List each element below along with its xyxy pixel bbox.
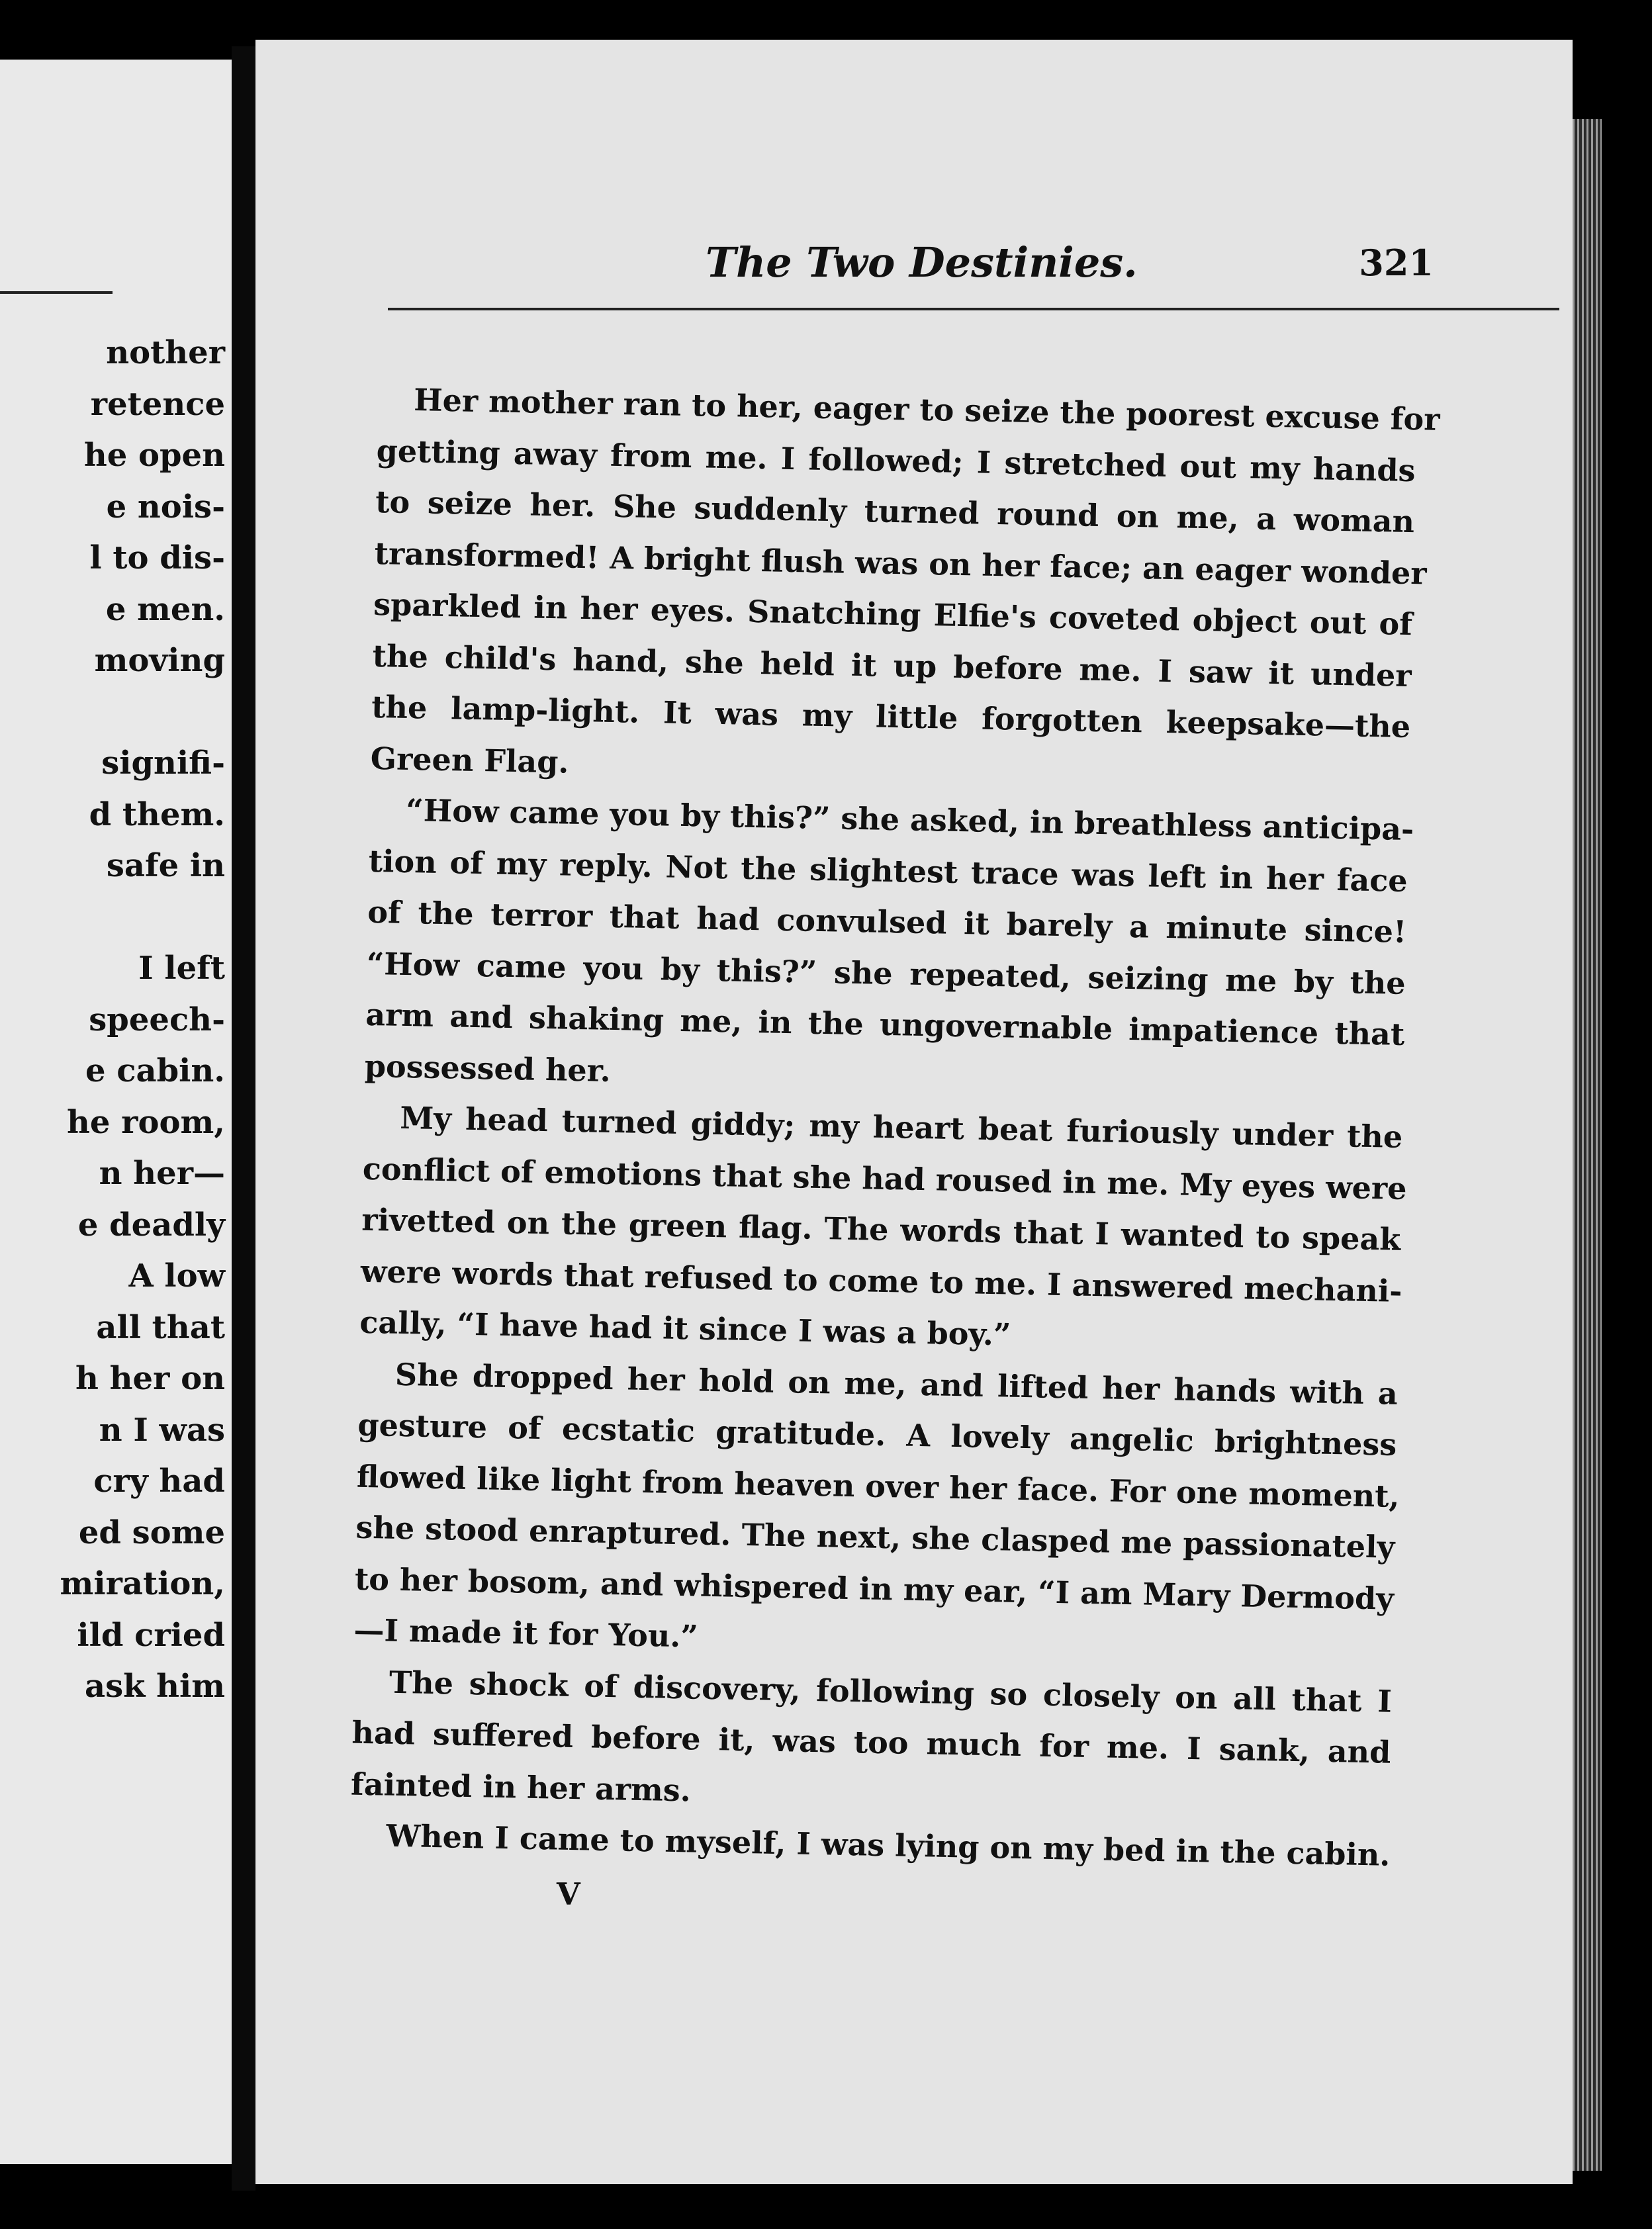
previous-page-line: moving <box>94 642 225 679</box>
text-line: conflict of emotions that she had roused in me. My eyes were <box>362 1150 1408 1206</box>
book-page <box>255 40 1573 2184</box>
previous-page-line: n I was <box>99 1411 225 1449</box>
previous-page-line: d them. <box>89 796 225 833</box>
text-line: were words that refused to come to me. I answered mechani- <box>360 1253 1402 1309</box>
text-line: “How came you by this?” she repeated, seizing me by the <box>366 945 1406 1001</box>
text-line: to her bosom, and whispered in my ear, “I am Mary Dermody <box>354 1561 1395 1617</box>
previous-page-line: miration, <box>60 1565 225 1602</box>
previous-page-line: he room, <box>67 1103 225 1141</box>
previous-page-line: he open <box>83 437 225 474</box>
page-number: 321 <box>1359 242 1434 284</box>
previous-page-line: ask him <box>84 1668 225 1705</box>
text-line: cally, “I have had it since I was a boy.” <box>359 1304 1011 1353</box>
text-line: She dropped her hold on me, and lifted her hands with a <box>394 1356 1399 1412</box>
previous-page-fragment <box>0 60 232 2164</box>
text-line: Green Flag. <box>370 740 569 780</box>
text-line: rivetted on the green flag. The words that I wanted to speak <box>361 1201 1401 1257</box>
previous-page-header-rule <box>0 291 113 294</box>
running-title: The Two Destinies. <box>706 238 1138 287</box>
text-line: “How came you by this?” she asked, in breathless anticipa- <box>405 792 1414 848</box>
text-line: sparkled in her eyes. Snatching Elfie's coveted object out of <box>373 586 1413 643</box>
body-text <box>349 374 1441 1881</box>
text-line: transformed! A bright flush was on her face; an eager wonder <box>374 535 1428 591</box>
page-block-edge <box>1573 119 1602 2171</box>
previous-page-line: A low <box>128 1257 225 1295</box>
text-line: flowed like light from heaven over her face. For one moment, <box>356 1458 1400 1514</box>
text-line: The shock of discovery, following so closely on all that I <box>389 1664 1393 1719</box>
text-line: possessed her. <box>364 1048 612 1089</box>
text-line: of the terror that had convulsed it barely a minute since! <box>367 893 1407 950</box>
header-rule <box>388 308 1559 310</box>
book-gutter <box>232 46 255 2191</box>
previous-page-line <box>0 687 225 739</box>
previous-page-text <box>0 328 225 1713</box>
text-line: Her mother ran to her, eager to seize the poorest excuse for <box>413 382 1441 437</box>
previous-page-line: e cabin. <box>85 1052 225 1089</box>
previous-page-line: safe in <box>106 847 225 884</box>
previous-page-line: cry had <box>93 1463 225 1500</box>
previous-page-line: ed some <box>78 1514 225 1551</box>
previous-page-line: e men. <box>105 590 225 628</box>
previous-page-line: l to dis- <box>89 539 225 576</box>
previous-page-line: speech- <box>89 1001 225 1038</box>
previous-page-line: signifi- <box>101 745 225 782</box>
text-line: arm and shaking me, in the ungovernable impatience that <box>365 996 1405 1052</box>
text-line: fainted in her arms. <box>350 1766 692 1808</box>
text-line: —I made it for You.” <box>353 1612 699 1655</box>
text-line: she stood enraptured. The next, she clasped me passionately <box>355 1509 1395 1565</box>
previous-page-line: ild cried <box>77 1616 225 1654</box>
text-line: getting away from me. I followed; I stretched out my hands <box>376 432 1416 488</box>
previous-page-line: I left <box>138 950 225 987</box>
previous-page-line: all that <box>96 1308 225 1346</box>
text-line: to seize her. She suddenly turned round on me, a woman <box>375 483 1415 540</box>
previous-page-line: nother <box>106 334 225 371</box>
previous-page-line: h her on <box>75 1360 225 1397</box>
text-line: had suffered before it, was too much for me. I sank, and <box>351 1714 1391 1770</box>
text-line: My head turned giddy; my heart beat furiously under the <box>399 1099 1403 1155</box>
text-line: gesture of ecstatic gratitude. A lovely angelic brightness <box>357 1406 1397 1463</box>
text-line: the child's hand, she held it up before me. I saw it under <box>372 637 1412 694</box>
previous-page-line: n her— <box>99 1155 225 1192</box>
previous-page-line: e nois- <box>106 488 225 525</box>
text-line: When I came to myself, I was lying on my bed in the cabin. <box>386 1817 1391 1873</box>
signature-mark: V <box>557 1876 580 1912</box>
previous-page-line: retence <box>90 385 225 423</box>
text-line: the lamp-light. It was my little forgotten keepsake—the <box>371 688 1411 745</box>
text-line: tion of my reply. Not the slightest trace was left in her face <box>368 842 1408 899</box>
previous-page-line <box>0 892 225 944</box>
previous-page-line: e deadly <box>77 1206 225 1244</box>
